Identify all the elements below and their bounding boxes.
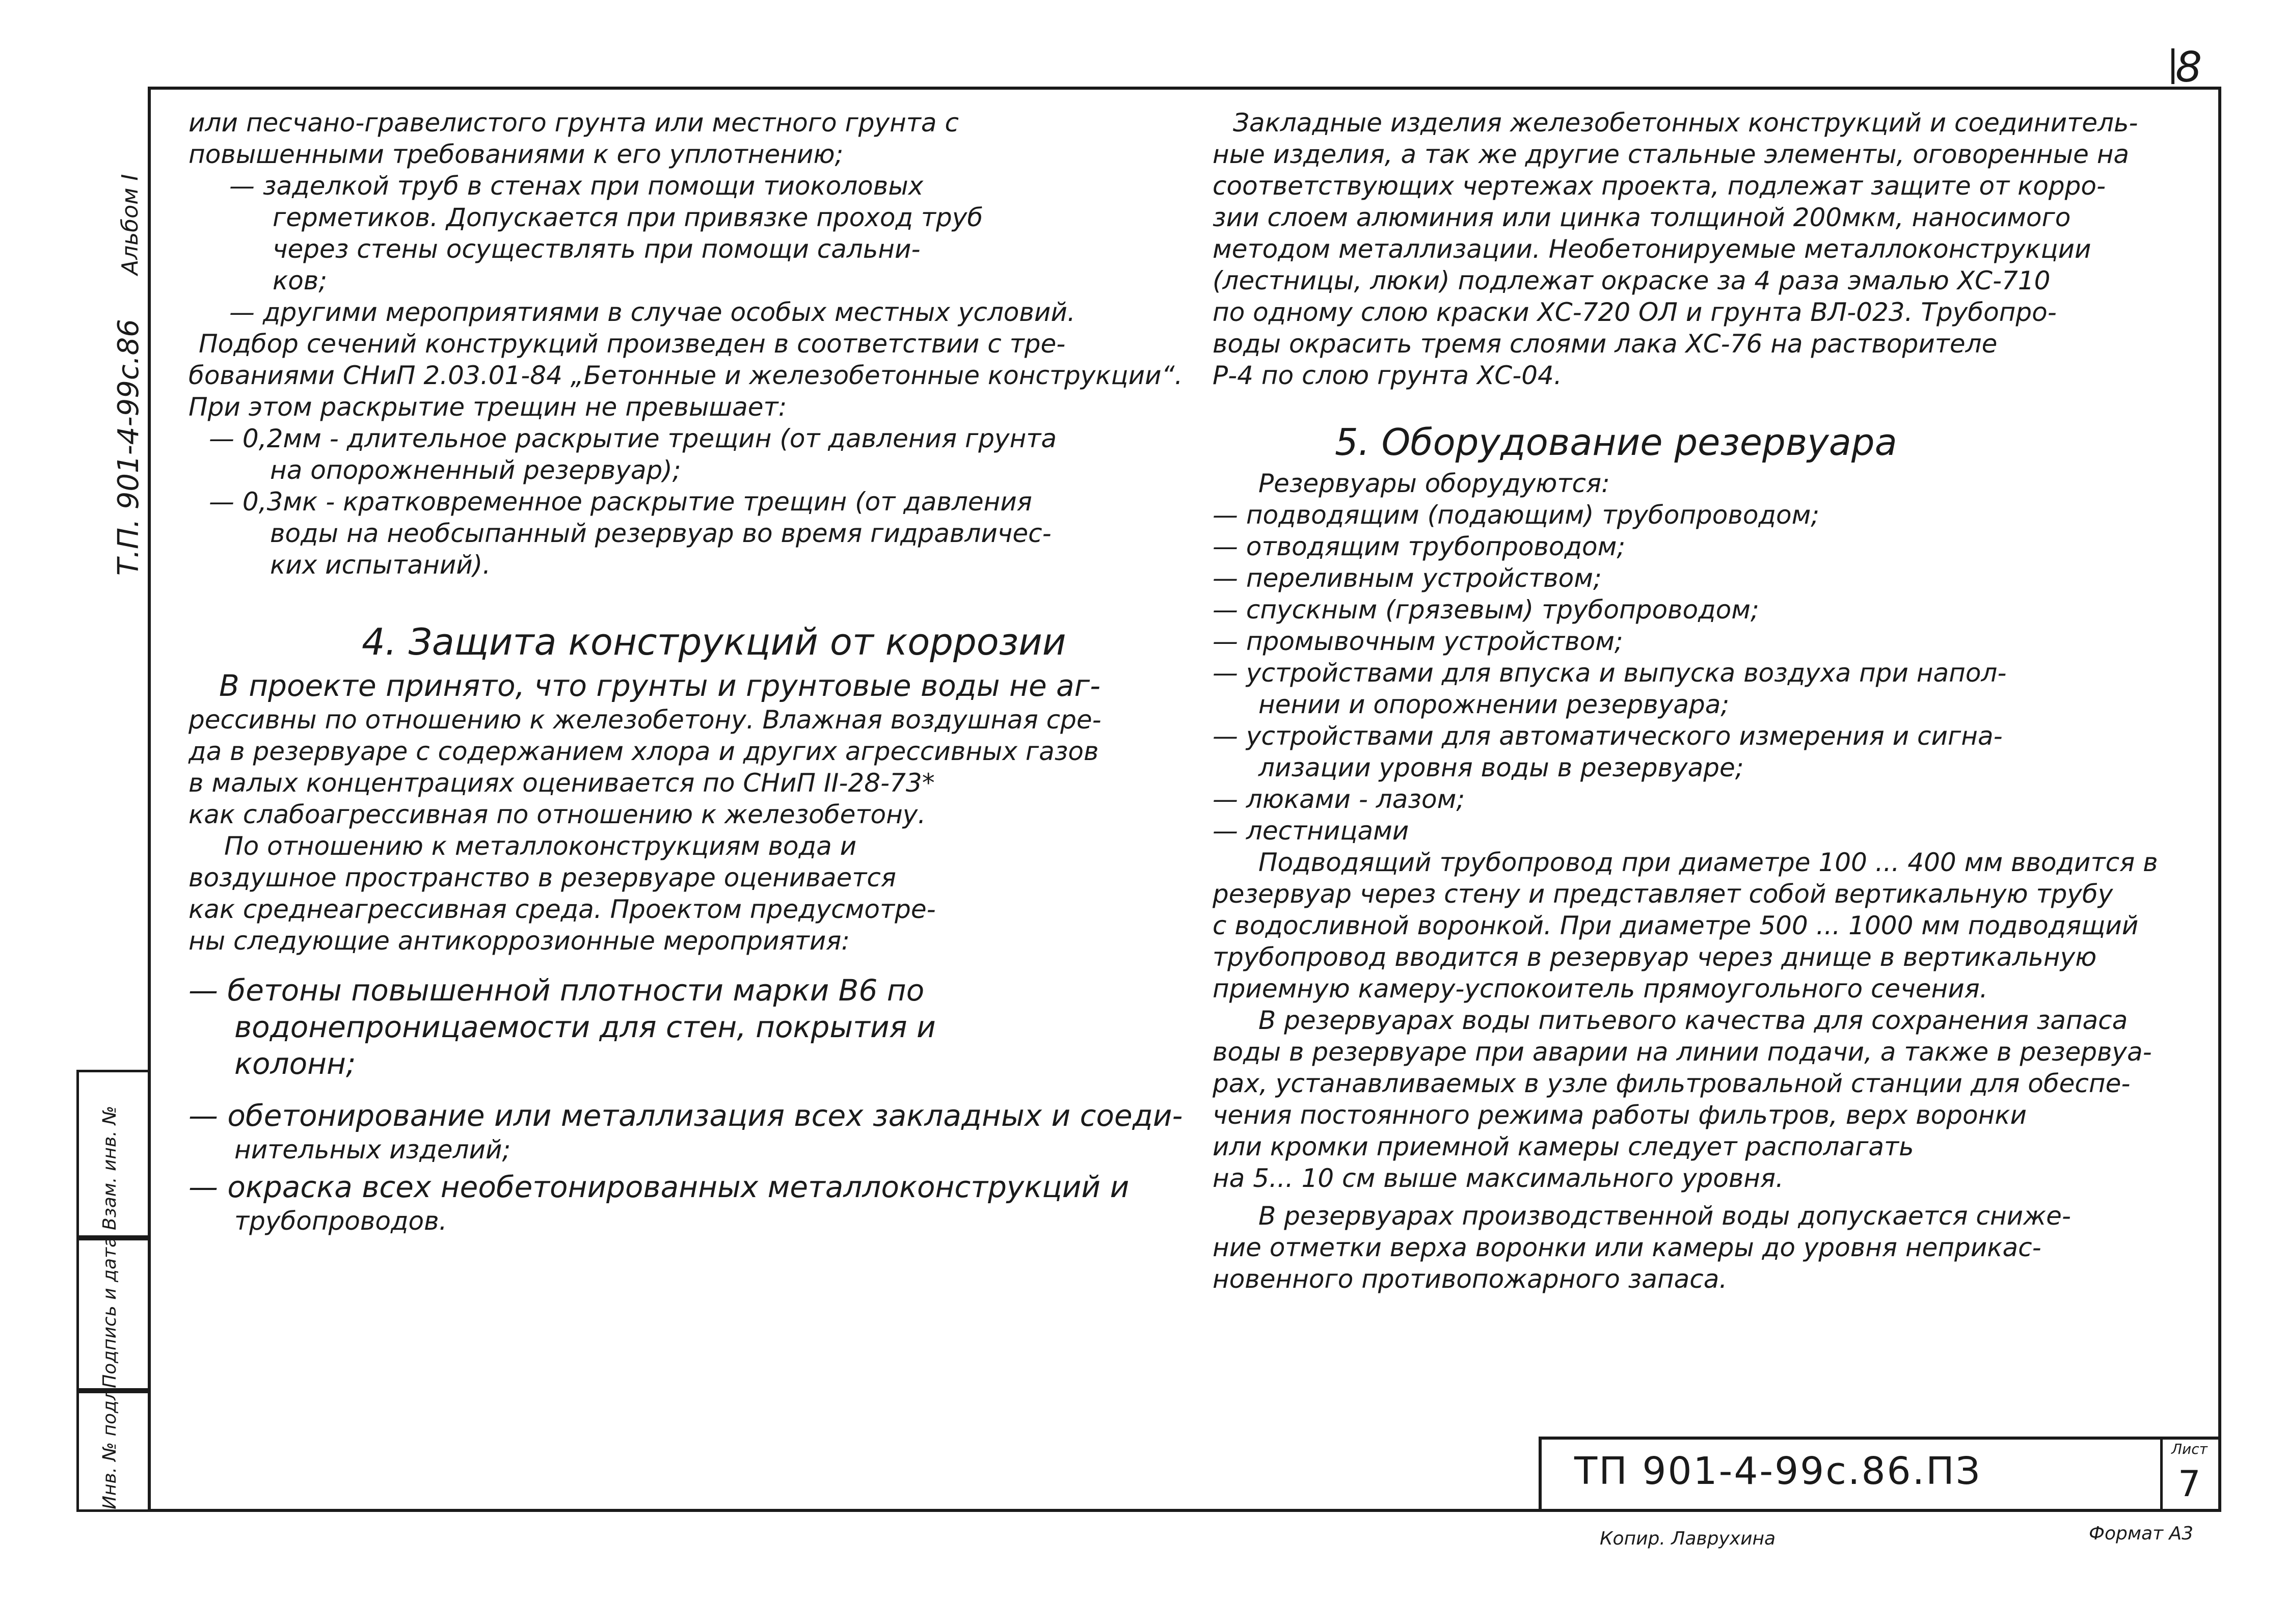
text-line: соответствующих чертежах проекта, подлежат защите от корро- bbox=[1213, 171, 2106, 201]
sheet-cell-label: Лист bbox=[2171, 1441, 2208, 1457]
text-line: — промывочным устройством; bbox=[1213, 627, 1623, 656]
text-line: ные изделия, а так же другие стальные элементы, оговоренные на bbox=[1213, 140, 2130, 169]
text-line: с водосливной воронкой. При диаметре 500 ... 1000 мм подводящий bbox=[1213, 911, 2139, 940]
measure-item-2 bbox=[189, 1097, 1183, 1166]
stamp-box-inventory bbox=[76, 1383, 148, 1512]
text-line: нении и опорожнении резервуара; bbox=[1258, 690, 1730, 719]
text-line: В проекте принято, что грунты и грунтовые воды не аг- bbox=[219, 668, 1101, 703]
text-line: — 0,2мм - длительное раскрытие трещин (от давления грунта bbox=[209, 424, 1057, 453]
text-line: — лестницами bbox=[1213, 816, 1409, 846]
text-line: да в резервуаре с содержанием хлора и других агрессивных газов bbox=[189, 737, 1099, 766]
text-line: — устройствами для автоматического измерения и сигна- bbox=[1213, 721, 2003, 751]
text-line: водонепроницаемости для стен, покрытия и bbox=[234, 1010, 936, 1044]
text-line: по одному слою краски ХС-720 ОЛ и грунта ВЛ-023. Трубопро- bbox=[1213, 297, 2057, 327]
text-line: воды окрасить тремя слоями лака ХС-76 на растворителе bbox=[1213, 329, 1998, 359]
text-line: Подбор сечений конструкций произведен в соответствии с тре- bbox=[199, 329, 1066, 359]
text-line: через стены осуществлять при помощи сальни- bbox=[273, 234, 921, 264]
text-line: в малых концентрациях оценивается по СНиП II-28-73* bbox=[189, 768, 935, 798]
text-line: бованиями СНиП 2.03.01-84 „Бетонные и железобетонные конструкции“. bbox=[189, 361, 1183, 390]
text-line: В резервуарах производственной воды допускается сниже- bbox=[1258, 1201, 2071, 1231]
stamp-label-inventory: Инв. № подл. bbox=[99, 1383, 120, 1509]
text-line: — спускным (грязевым) трубопроводом; bbox=[1213, 595, 1759, 625]
text-line: рах, устанавливаемых в узле фильтровальной станции для обеспе- bbox=[1213, 1069, 2131, 1098]
text-line: приемную камеру-успокоитель прямоугольного сечения. bbox=[1213, 974, 1988, 1004]
text-line: При этом раскрытие трещин не превышает: bbox=[189, 392, 787, 422]
stamp-label-signature: Подпись и дата bbox=[99, 1236, 120, 1388]
left-column bbox=[189, 107, 1183, 1237]
sheet-number-bar bbox=[2171, 48, 2174, 84]
text-line: ние отметки верха воронки или камеры до уровня неприкас- bbox=[1213, 1233, 2041, 1262]
section-5-title: 5. Оборудование резервуара bbox=[1335, 421, 1897, 464]
text-line: По отношению к металлоконструкциям вода и bbox=[224, 831, 857, 861]
text-line: как среднеагрессивная среда. Проектом предусмотре- bbox=[189, 895, 936, 924]
text-line: трубопроводов. bbox=[234, 1206, 447, 1236]
sheet-number: 8 bbox=[2175, 43, 2202, 92]
text-line: — люками - лазом; bbox=[1213, 784, 1465, 814]
text-line: Резервуары оборудуются: bbox=[1258, 469, 1610, 498]
text-line: резервуар через стену и представляет собой вертикальную трубу bbox=[1213, 879, 2113, 909]
title-block-code: ТП 901-4-99с.86.ПЗ bbox=[1574, 1449, 1982, 1493]
section-4-title: 4. Защита конструкций от коррозии bbox=[362, 620, 1066, 663]
footer-format: Формат А3 bbox=[2089, 1523, 2194, 1544]
text-line: — отводящим трубопроводом; bbox=[1213, 532, 1626, 561]
text-line: В резервуарах воды питьевого качества для сохранения запаса bbox=[1258, 1006, 2128, 1035]
right-column bbox=[1213, 107, 2201, 1295]
text-line: новенного противопожарного запаса. bbox=[1213, 1264, 1728, 1294]
text-line: — подводящим (подающим) трубопроводом; bbox=[1213, 500, 1820, 530]
sheet-cell-value: 7 bbox=[2178, 1463, 2201, 1505]
right-intro bbox=[1213, 107, 2201, 391]
text-line: колонн; bbox=[234, 1046, 356, 1081]
text-line: воды в резервуаре при аварии на линии подачи, а также в резервуа- bbox=[1213, 1037, 2152, 1067]
text-line: лизации уровня воды в резервуаре; bbox=[1258, 753, 1744, 782]
text-line: нительных изделий; bbox=[234, 1135, 511, 1165]
text-line: герметиков. Допускается при привязке проход труб bbox=[273, 203, 983, 232]
text-line: ны следующие антикоррозионные мероприятия: bbox=[189, 926, 850, 956]
text-line: на опорожненный резервуар); bbox=[270, 455, 681, 485]
text-line: — переливным устройством; bbox=[1213, 563, 1602, 593]
text-line: зии слоем алюминия или цинка толщиной 200мкм, наносимого bbox=[1213, 203, 2071, 232]
album-label: Альбом I bbox=[117, 174, 143, 275]
text-line: Р-4 по слою грунта ХС-04. bbox=[1213, 361, 1562, 390]
footer-copied: Копир. Лаврухина bbox=[1600, 1528, 1776, 1549]
text-line: ков; bbox=[273, 266, 328, 295]
text-line: рессивны по отношению к железобетону. Влажная воздушная сре- bbox=[189, 705, 1101, 735]
text-line: ких испытаний). bbox=[270, 550, 491, 580]
stamp-box-signature bbox=[76, 1238, 148, 1391]
text-line: — окраска всех необетонированных металлоконструкций и bbox=[189, 1170, 1129, 1204]
text-line: или кромки приемной камеры следует располагать bbox=[1213, 1132, 1914, 1161]
text-line: воды на необсыпанный резервуар во время гидравличес- bbox=[270, 519, 1052, 548]
text-line: Закладные изделия железобетонных конструкций и соединитель- bbox=[1233, 108, 2138, 138]
text-line: — устройствами для впуска и выпуска воздуха при напол- bbox=[1213, 658, 2007, 688]
text-line: воздушное пространство в резервуаре оценивается bbox=[189, 863, 896, 892]
section-4-body bbox=[189, 667, 1177, 957]
text-line: — другими мероприятиями в случае особых местных условий. bbox=[229, 297, 1075, 327]
left-intro bbox=[189, 107, 1183, 581]
measure-item-3 bbox=[189, 1169, 1177, 1237]
text-line: — бетоны повышенной плотности марки В6 по bbox=[189, 973, 925, 1008]
text-line: методом металлизации. Необетонируемые металлоконструкции bbox=[1213, 234, 2091, 264]
section-5-body bbox=[1213, 468, 2201, 1295]
text-line: Подводящий трубопровод при диаметре 100 ... 400 мм вводится в bbox=[1258, 848, 2158, 877]
project-code-side: Т.П. 901-4-99с.86 bbox=[112, 319, 145, 576]
text-line: — 0,3мк - кратковременное раскрытие трещин (от давления bbox=[209, 487, 1032, 517]
text-line: (лестницы, люки) подлежат окраске за 4 раза эмалью ХС-710 bbox=[1213, 266, 2051, 295]
text-line: повышенными требованиями к его уплотнению; bbox=[189, 140, 844, 169]
text-line: трубопровод вводится в резервуар через днище в вертикальную bbox=[1213, 942, 2097, 972]
text-line: на 5... 10 см выше максимального уровня. bbox=[1213, 1163, 1784, 1193]
text-line: — заделкой труб в стенах при помощи тиоколовых bbox=[229, 171, 924, 201]
text-line: — обетонирование или металлизация всех закладных и соеди- bbox=[189, 1098, 1183, 1133]
text-line: как слабоагрессивная по отношению к железобетону. bbox=[189, 800, 926, 829]
text-line: или песчано-гравелистого грунта или местного грунта с bbox=[189, 108, 959, 138]
stamp-label-replacement: Взам. инв. № bbox=[99, 1105, 120, 1230]
stamp-box-replacement bbox=[76, 1070, 148, 1238]
text-line: чения постоянного режима работы фильтров, верх воронки bbox=[1213, 1100, 2027, 1130]
measure-item-1 bbox=[189, 972, 1177, 1082]
